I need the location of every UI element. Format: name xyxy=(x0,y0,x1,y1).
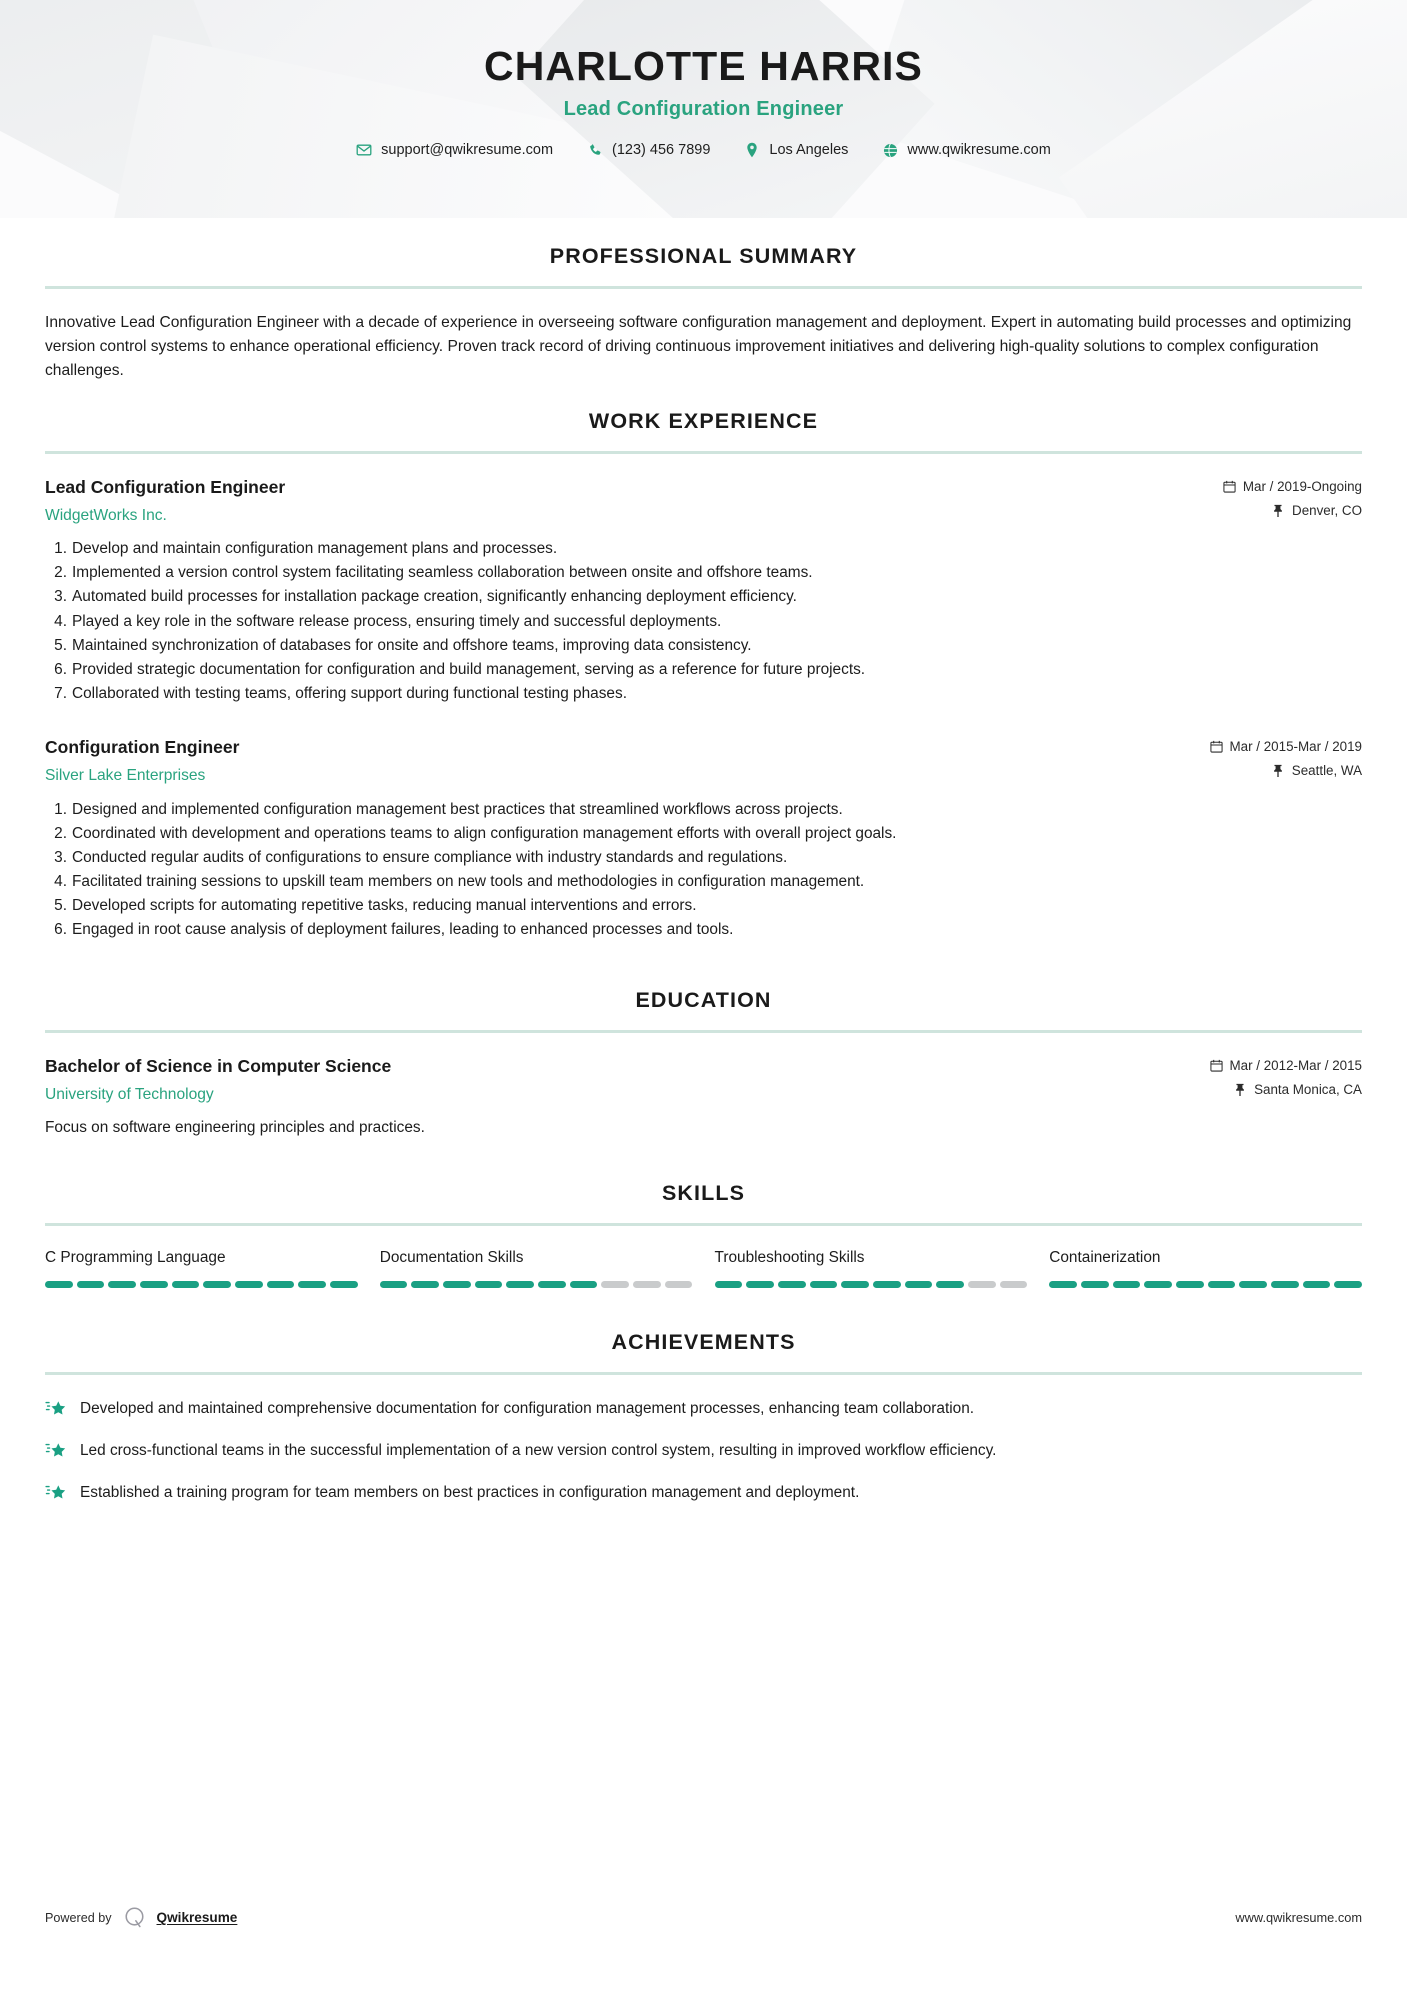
education-dates xyxy=(1210,1058,1362,1073)
pin-icon xyxy=(1272,504,1285,517)
skill-label: Troubleshooting Skills xyxy=(714,1248,865,1266)
skill-segment xyxy=(905,1281,933,1288)
contact-location-text: Los Angeles xyxy=(769,142,849,159)
job-dates-text: Mar / 2015-Mar / 2019 xyxy=(1229,738,1362,754)
job-bullet: Engaged in root cause analysis of deployment failures, leading to enhanced processes and tools. xyxy=(72,920,734,938)
skill-segment xyxy=(1176,1281,1204,1288)
skill-segment xyxy=(1000,1281,1028,1288)
skill-segment xyxy=(601,1281,629,1288)
skill-rating-bar xyxy=(380,1281,693,1288)
powered-by-block xyxy=(45,1905,237,1930)
company-name: WidgetWorks Inc. xyxy=(45,507,167,525)
contact-email-text: support@qwikresume.com xyxy=(381,142,554,159)
skill-label: Documentation Skills xyxy=(379,1248,524,1266)
professional-summary-text: Innovative Lead Configuration Engineer with a decade of experience in overseeing software configuration management and deployment. Expert in automating build processes and optimizing version control systems to enhance operational efficiency. Proven track record of driving continuous improvement initiatives and delivering high-quality solutions to complex configuration challenges. xyxy=(45,314,1352,379)
skill-item xyxy=(1049,1248,1362,1288)
skill-segment xyxy=(746,1281,774,1288)
skill-segment xyxy=(267,1281,295,1288)
skill-item xyxy=(380,1248,693,1288)
section-divider xyxy=(45,1372,1362,1375)
job-bullet: Designed and implemented configuration management best practices that streamlined workflows across projects. xyxy=(72,800,843,818)
skill-segment xyxy=(968,1281,996,1288)
skill-segment xyxy=(1144,1281,1172,1288)
skill-segment xyxy=(140,1281,168,1288)
email-icon xyxy=(356,142,372,158)
qwikresume-logo-icon xyxy=(122,1905,147,1930)
job-location-text: Denver, CO xyxy=(1292,502,1362,518)
globe-icon xyxy=(882,142,898,158)
company-name: Silver Lake Enterprises xyxy=(45,767,206,785)
calendar-icon xyxy=(1223,480,1236,493)
contact-website-text: www.qwikresume.com xyxy=(907,142,1051,159)
skill-segment xyxy=(778,1281,806,1288)
candidate-role: Lead Configuration Engineer xyxy=(563,98,844,121)
resume-body xyxy=(0,244,1407,1505)
job-bullet: Developed scripts for automating repetitive tasks, reducing manual interventions and errors. xyxy=(72,896,697,914)
skill-segment xyxy=(411,1281,439,1288)
contact-item-phone[interactable] xyxy=(587,142,710,158)
skill-segment xyxy=(1271,1281,1299,1288)
section-divider xyxy=(45,1030,1362,1033)
job-location-text: Seattle, WA xyxy=(1291,762,1362,778)
skill-segment xyxy=(108,1281,136,1288)
job-dates xyxy=(1223,479,1362,494)
contact-item-location[interactable] xyxy=(744,142,848,158)
achievements-list xyxy=(45,1397,1362,1505)
achievement-item xyxy=(45,1481,1362,1505)
skill-segment xyxy=(841,1281,869,1288)
job-location xyxy=(1223,503,1362,518)
skill-segment xyxy=(1239,1281,1267,1288)
job-title: Lead Configuration Engineer xyxy=(45,476,286,497)
footer-website[interactable]: www.qwikresume.com xyxy=(1235,1910,1362,1925)
contact-bar xyxy=(0,142,1407,158)
job-location xyxy=(1210,763,1362,778)
contact-phone-text: (123) 456 7899 xyxy=(612,142,711,159)
job-bullet-list xyxy=(45,798,1362,942)
resume-header xyxy=(0,0,1407,218)
education-dates-text: Mar / 2012-Mar / 2015 xyxy=(1229,1057,1362,1073)
skill-segment xyxy=(538,1281,566,1288)
skill-rating-bar xyxy=(45,1281,358,1288)
achievement-text: Led cross-functional teams in the successful implementation of a new version control system, resulting in improved workflow efficiency. xyxy=(80,1441,997,1459)
job-bullet-list xyxy=(45,537,1362,705)
section-divider xyxy=(45,451,1362,454)
skill-segment xyxy=(77,1281,105,1288)
pin-icon xyxy=(1272,764,1285,777)
skill-rating-bar xyxy=(715,1281,1028,1288)
skill-segment xyxy=(665,1281,693,1288)
achievement-text: Established a training program for team members on best practices in configuration management and deployment. xyxy=(80,1483,860,1501)
location-pin-icon xyxy=(744,142,760,158)
skill-segment xyxy=(235,1281,263,1288)
degree-title: Bachelor of Science in Computer Science xyxy=(45,1055,392,1076)
achievement-item xyxy=(45,1397,1362,1421)
job-dates xyxy=(1210,739,1362,754)
skill-segment xyxy=(810,1281,838,1288)
job-bullet: Maintained synchronization of databases for onsite and offshore teams, improving data consistency. xyxy=(72,636,752,654)
education-location xyxy=(1210,1082,1362,1097)
education-entry xyxy=(45,1055,1362,1139)
section-divider xyxy=(45,286,1362,289)
job-bullet: Conducted regular audits of configurations to ensure compliance with industry standards and regulations. xyxy=(72,848,788,866)
job-bullet: Automated build processes for installation package creation, significantly enhancing deployment efficiency. xyxy=(72,588,797,606)
skill-segment xyxy=(1081,1281,1109,1288)
skill-rating-bar xyxy=(1049,1281,1362,1288)
section-title-summary: PROFESSIONAL SUMMARY xyxy=(549,244,858,268)
skill-segment xyxy=(443,1281,471,1288)
skill-label: Containerization xyxy=(1049,1248,1161,1266)
skill-segment xyxy=(506,1281,534,1288)
education-location-text: Santa Monica, CA xyxy=(1254,1081,1362,1097)
section-title-education: EDUCATION xyxy=(635,987,772,1012)
job-bullet: Provided strategic documentation for configuration and build management, serving as a reference for future projects. xyxy=(72,660,866,678)
skill-segment xyxy=(298,1281,326,1288)
skill-segment xyxy=(1303,1281,1331,1288)
job-bullet: Facilitated training sessions to upskill team members on new tools and methodologies in configuration management. xyxy=(72,872,865,890)
qwikresume-brand-link[interactable]: Qwikresume xyxy=(156,1910,238,1925)
skill-segment xyxy=(330,1281,358,1288)
school-name: University of Technology xyxy=(45,1086,214,1104)
skill-segment xyxy=(633,1281,661,1288)
contact-item-email[interactable] xyxy=(356,142,553,158)
skill-segment xyxy=(380,1281,408,1288)
job-dates-text: Mar / 2019-Ongoing xyxy=(1242,478,1362,494)
skill-segment xyxy=(570,1281,598,1288)
star-burst-icon xyxy=(45,1483,67,1505)
candidate-name: CHARLOTTE HARRIS xyxy=(484,43,923,89)
skill-item xyxy=(715,1248,1028,1288)
job-bullet: Develop and maintain configuration management plans and processes. xyxy=(72,540,558,558)
skill-segment xyxy=(1049,1281,1077,1288)
skill-segment xyxy=(715,1281,743,1288)
job-title: Configuration Engineer xyxy=(45,736,240,757)
skill-segment xyxy=(1113,1281,1141,1288)
section-title-work-experience: WORK EXPERIENCE xyxy=(588,408,819,433)
pin-icon xyxy=(1234,1083,1247,1096)
calendar-icon xyxy=(1210,1059,1223,1072)
work-entry xyxy=(45,736,1362,942)
skills-grid xyxy=(45,1248,1362,1288)
skill-item xyxy=(45,1248,358,1288)
achievement-item xyxy=(45,1439,1362,1463)
skill-segment xyxy=(1334,1281,1362,1288)
skill-segment xyxy=(873,1281,901,1288)
skill-segment xyxy=(936,1281,964,1288)
skill-segment xyxy=(203,1281,231,1288)
achievement-text: Developed and maintained comprehensive documentation for configuration management processes, enhancing team collaboration. xyxy=(80,1399,975,1417)
work-entry xyxy=(45,476,1362,706)
contact-item-website[interactable] xyxy=(882,142,1050,158)
skill-segment xyxy=(475,1281,503,1288)
powered-by-label: Powered by xyxy=(45,1910,112,1925)
star-burst-icon xyxy=(45,1441,67,1463)
section-title-skills: SKILLS xyxy=(661,1180,746,1205)
job-bullet: Played a key role in the software release process, ensuring timely and successful deployments. xyxy=(72,612,722,630)
skill-segment xyxy=(1208,1281,1236,1288)
section-title-achievements: ACHIEVEMENTS xyxy=(611,1329,796,1354)
job-bullet: Coordinated with development and operations teams to align configuration management efforts with overall project goals. xyxy=(72,824,897,842)
star-burst-icon xyxy=(45,1399,67,1421)
job-bullet: Collaborated with testing teams, offering support during functional testing phases. xyxy=(72,684,627,702)
skill-label: C Programming Language xyxy=(45,1248,226,1266)
skill-segment xyxy=(172,1281,200,1288)
section-divider xyxy=(45,1223,1362,1226)
calendar-icon xyxy=(1210,740,1223,753)
education-note: Focus on software engineering principles and practices. xyxy=(45,1118,425,1136)
job-bullet: Implemented a version control system facilitating seamless collaboration between onsite and offshore teams. xyxy=(72,564,813,582)
resume-footer xyxy=(45,1905,1362,1930)
phone-icon xyxy=(587,142,603,158)
skill-segment xyxy=(45,1281,73,1288)
